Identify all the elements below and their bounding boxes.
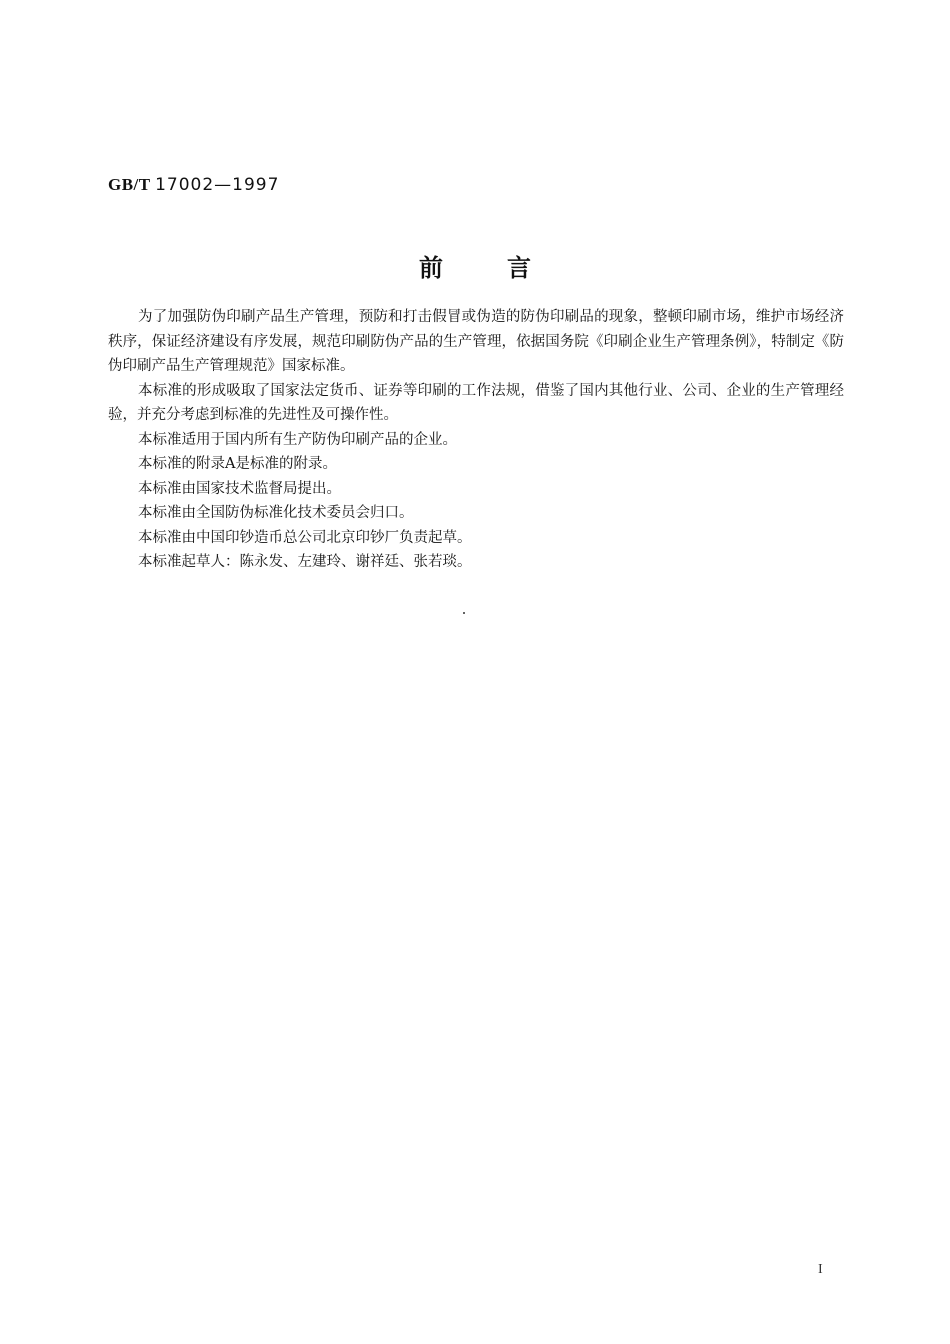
paragraph-drafters: 本标准起草人：陈永发、左建玲、谢祥廷、张若琰。 (138, 554, 472, 570)
standard-number: 17002—1997 (155, 175, 280, 195)
standard-code (108, 175, 279, 195)
paragraph-formation: 本标准的形成吸取了国家法定货币、证券等印刷的工作法规，借鉴了国内其他行业、公司、企业的生产管理经验，并充分考虑到标准的先进性及可操作性。 (108, 382, 844, 423)
paragraph-administered-by: 本标准由全国防伪标准化技术委员会归口。 (138, 505, 414, 521)
paragraph-appendix: 本标准的附录A是标准的附录。 (138, 456, 337, 472)
paragraph-proposed-by: 本标准由国家技术监督局提出。 (138, 480, 341, 497)
stray-dot-mark (463, 612, 465, 614)
standard-prefix: GB/T (108, 175, 151, 194)
page-title: 前言 (419, 254, 595, 282)
page-number: I (818, 1262, 823, 1277)
paragraph-drafted-by: 本标准由中国印钞造币总公司北京印钞厂负责起草。 (138, 529, 472, 546)
paragraph-purpose: 为了加强防伪印刷产品生产管理，预防和打击假冒或伪造的防伪印刷品的现象，整顿印刷市场，维护市场经济秩序，保证经济建设有序发展，规范印刷防伪产品的生产管理，依据国务院《印刷企业生产管理条例》，特制定《防伪印刷产品生产管理规范》国家标准。 (108, 309, 844, 374)
paragraph-scope: 本标准适用于国内所有生产防伪印刷产品的企业。 (138, 431, 457, 448)
foreword-body (108, 305, 844, 575)
